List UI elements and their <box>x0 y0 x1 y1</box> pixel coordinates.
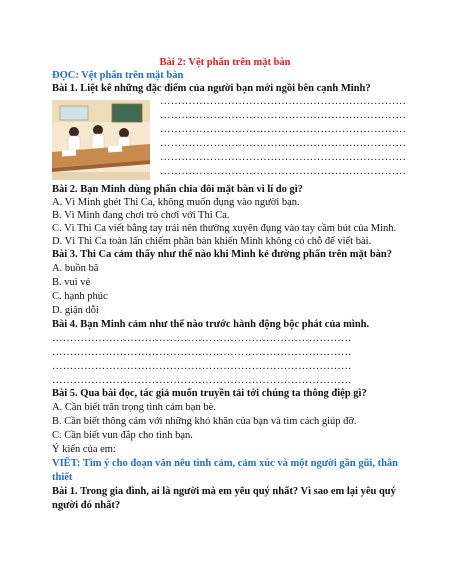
option-b[interactable]: B. vui vẻ <box>52 277 91 288</box>
option-b[interactable]: B. Cần biết thông cảm với những khó khăn của bạn và tìm cách giúp đỡ. <box>52 416 357 427</box>
lesson-title: Bài 2: Vệt phấn trên mặt bàn <box>159 57 291 68</box>
option-a[interactable]: A. Cần biết trân trọng tình cảm bạn bè. <box>52 402 216 413</box>
classroom-illustration <box>52 100 150 180</box>
writing-section-label: VIẾT: Tìm ý cho đoạn văn nêu tình cảm, cảm xúc và một người gần gũi, thân <box>52 458 399 469</box>
opinion-label: Ý kiến của em: <box>52 444 116 455</box>
option-c[interactable]: C. Cần biết vun đắp cho tình bạn. <box>52 430 193 441</box>
option-c[interactable]: C. hạnh phúc <box>52 291 108 302</box>
answer-line[interactable]: ………………………………………………………………………… <box>52 361 352 372</box>
writing-section-label-continued: thiết <box>52 472 73 483</box>
writing-question-1-continued: người đó nhất? <box>52 500 121 511</box>
question-3: Bài 3. Thi Ca cảm thấy như thế nào khi Minh kẻ đường phấn trên mặt bàn? <box>52 249 393 260</box>
answer-line[interactable]: …………………………………………………………… <box>160 152 407 163</box>
answer-line[interactable]: …………………………………………………………… <box>160 124 407 135</box>
reading-section-label: ĐỌC: Vệt phấn trên mặt bàn <box>52 70 184 81</box>
question-1: Bài 1. Liệt kê những đặc điểm của người bạn mới ngồi bên cạnh Minh? <box>52 83 371 94</box>
question-4: Bài 4. Bạn Minh cảm như thế nào trước hành động bộc phát của mình. <box>52 319 370 330</box>
option-a[interactable]: A. Vì Minh ghét Thi Ca, không muốn đụng vào người bạn. <box>52 197 300 208</box>
option-b[interactable]: B. Vì Minh đang chơi trò chơi với Thi Ca. <box>52 210 230 221</box>
answer-line[interactable]: ………………………………………………………………………… <box>52 333 352 344</box>
answer-line[interactable]: ………………………………………………………………………… <box>52 347 352 358</box>
writing-question-1: Bài 1. Trong gia đình, ai là người mà em yêu quý nhất? Vì sao em lại yêu quý <box>52 486 396 497</box>
option-d[interactable]: D. Vì Thi Ca toàn lấn chiếm phần bàn khiến Minh không có chỗ để viết bài. <box>52 236 372 247</box>
answer-line[interactable]: …………………………………………………………… <box>160 110 407 121</box>
answer-line[interactable]: ………………………………………………………………………… <box>52 375 352 386</box>
answer-line[interactable]: …………………………………………………………… <box>160 166 407 177</box>
option-d[interactable]: D. giận dỗi <box>52 305 99 316</box>
option-c[interactable]: C. Vì Thi Ca viết bằng tay trái nên thường xuyên đụng vào tay cầm bút của Minh. <box>52 223 397 234</box>
question-2: Bài 2. Bạn Minh dùng phấn chia đôi mặt bàn vì lí do gì? <box>52 184 303 195</box>
answer-line[interactable]: …………………………………………………………… <box>160 138 407 149</box>
option-a[interactable]: A. buồn bã <box>52 263 99 274</box>
question-5: Bài 5. Qua bài đọc, tác giả muốn truyền tải tới chúng ta thông điệp gì? <box>52 388 367 399</box>
answer-line[interactable]: …………………………………………………………… <box>160 96 407 107</box>
